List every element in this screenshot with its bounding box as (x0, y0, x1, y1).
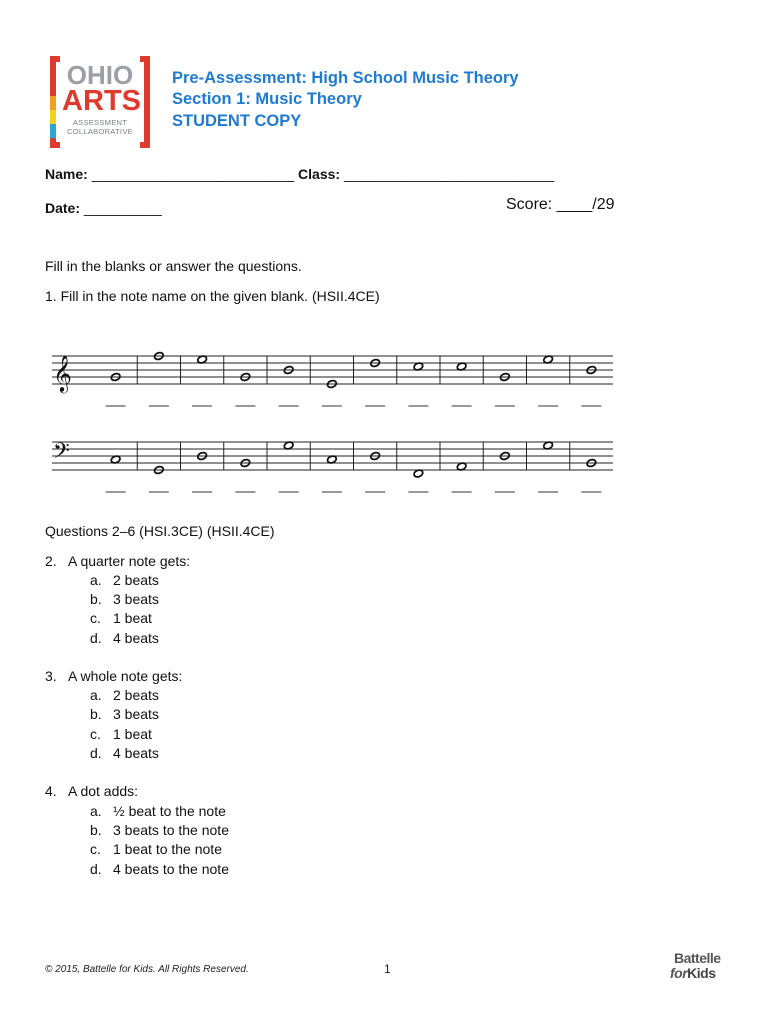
question-1-prompt: 1. Fill in the note name on the given blank. (HSII.4CE) (45, 288, 380, 304)
treble-clef-icon: 𝄞 (53, 354, 72, 392)
page-number: 1 (384, 962, 391, 976)
answer-text: ½ beat to the note (113, 803, 226, 819)
answer-letter: b. (90, 706, 102, 722)
logo-assessment-text: ASSESSMENT (72, 118, 128, 127)
logo-ohio-text: OHIO (66, 60, 134, 90)
section-title: Section 1: Music Theory (172, 90, 362, 108)
brand-kids: Kids (687, 965, 716, 981)
name-label: Name: (45, 166, 88, 182)
battelle-for-kids-logo (670, 950, 730, 990)
bass-clef-icon: 𝄢 (53, 439, 70, 469)
brand-for-kids (670, 965, 716, 981)
score-field[interactable]: Score: ____/29 (506, 196, 615, 213)
answer-text: 3 beats (113, 706, 159, 722)
answer-letter: d. (90, 745, 102, 761)
treble-staff (50, 336, 620, 416)
question-number: 3. (45, 668, 57, 684)
answer-letter: c. (90, 841, 101, 857)
answer-letter: d. (90, 861, 102, 877)
answer-letter: c. (90, 610, 101, 626)
name-field[interactable]: __________________________ (91, 166, 295, 182)
question-number: 4. (45, 783, 57, 799)
copyright-footer: © 2015, Battelle for Kids. All Rights Reserved. (45, 964, 249, 975)
question-prompt: A whole note gets: (68, 668, 183, 684)
logo-collaborative-text: COLLABORATIVE (67, 127, 133, 136)
logo-arts-text: ARTS (62, 85, 141, 117)
brand-for: for (670, 965, 688, 981)
class-label: Class: (298, 166, 341, 182)
class-field[interactable]: ___________________________ (343, 166, 555, 182)
logo-right-bracket (140, 56, 150, 148)
date-field[interactable]: __________ (83, 200, 162, 216)
answer-letter: a. (90, 572, 102, 588)
answer-text: 3 beats to the note (113, 822, 229, 838)
bass-staff (50, 422, 620, 504)
ohio-arts-logo (50, 56, 150, 148)
question-prompt: A dot adds: (68, 783, 139, 799)
answer-text: 2 beats (113, 572, 159, 588)
answer-letter: a. (90, 687, 102, 703)
brand-battelle: Battelle (674, 950, 721, 966)
answer-letter: b. (90, 822, 102, 838)
date-line (45, 200, 162, 217)
question-number: 2. (45, 553, 57, 569)
answer-text: 4 beats (113, 630, 159, 646)
answer-text: 4 beats (113, 745, 159, 761)
logo-left-bracket (50, 56, 60, 148)
answer-text: 2 beats (113, 687, 159, 703)
instructions: Fill in the blanks or answer the questions. (45, 258, 302, 274)
question-prompt: A quarter note gets: (68, 553, 191, 569)
answer-text: 4 beats to the note (113, 861, 229, 877)
answer-text: 1 beat (113, 610, 152, 626)
answer-text: 1 beat (113, 726, 152, 742)
question-4 (45, 783, 139, 800)
answer-letter: a. (90, 803, 102, 819)
student-copy-label: STUDENT COPY (172, 112, 302, 130)
question-3 (45, 668, 183, 685)
answer-letter: c. (90, 726, 101, 742)
document-title: Pre-Assessment: High School Music Theory (172, 69, 519, 87)
name-class-line (45, 166, 554, 183)
answer-text: 1 beat to the note (113, 841, 222, 857)
date-label: Date: (45, 200, 81, 216)
question-2 (45, 553, 191, 570)
answer-letter: d. (90, 630, 102, 646)
questions-range: Questions 2–6 (HSI.3CE) (HSII.4CE) (45, 523, 275, 539)
answer-letter: b. (90, 591, 102, 607)
answer-text: 3 beats (113, 591, 159, 607)
